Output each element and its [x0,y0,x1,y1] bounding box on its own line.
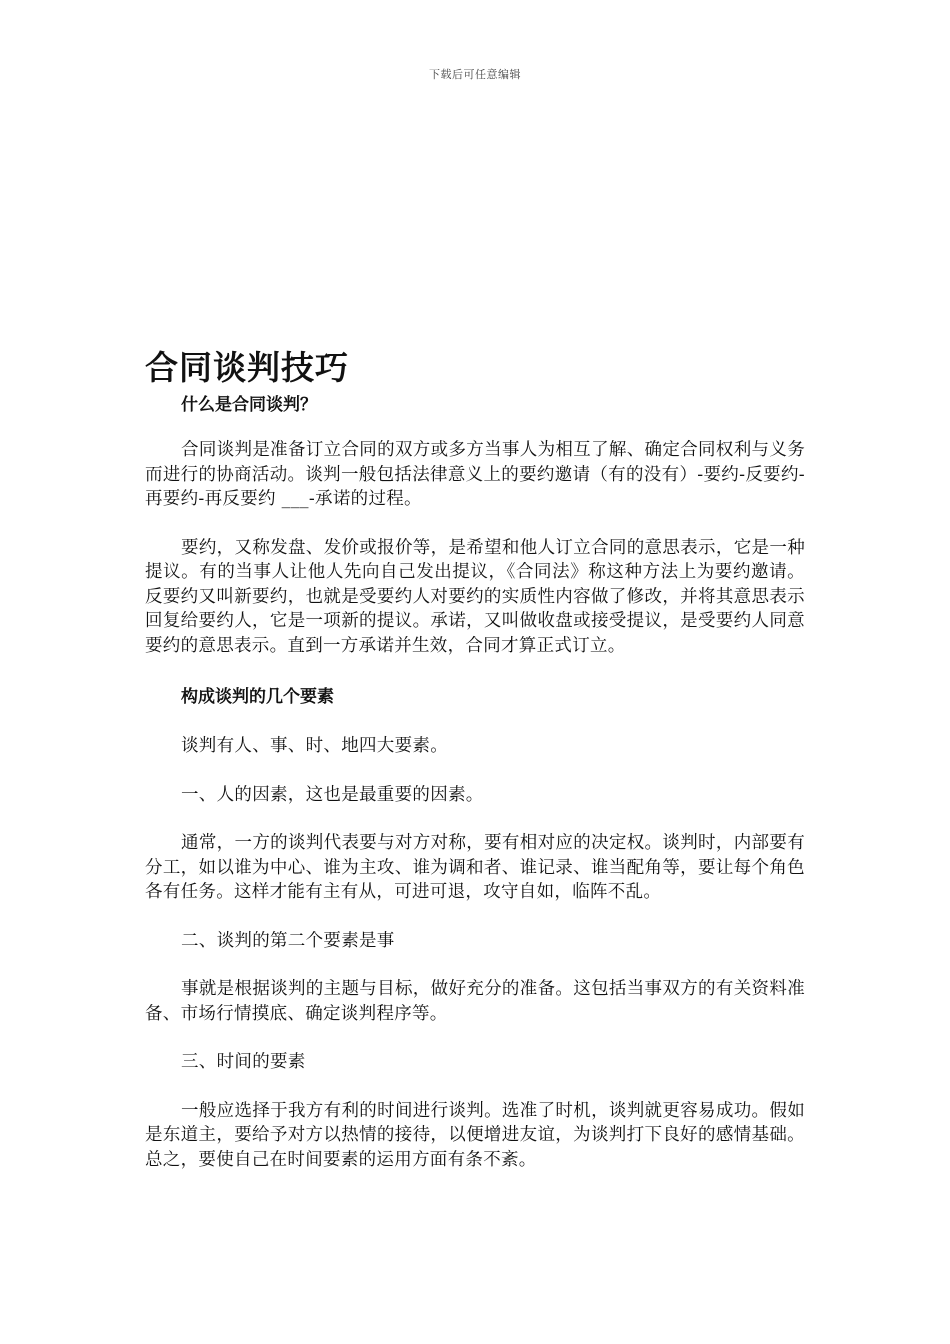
paragraph-people: 通常，一方的谈判代表要与对方对称，要有相对应的决定权。谈判时，内部要有分工，如以谁为中心、谁为主攻、谁为调和者、谁记录、谁当配角等，要让每个角色各有任务。这样才能有主有从，可进可退，攻守自如，临阵不乱。 [145,833,805,902]
section-heading-what-is: 什么是合同谈判？ [181,395,317,415]
paragraph-matter-heading: 二、谈判的第二个要素是事 [181,930,395,951]
paragraph-matter: 事就是根据谈判的主题与目标，做好充分的准备。这包括当事双方的有关资料准备、市场行情摸底、确定谈判程序等。 [145,979,805,1024]
paragraph-time: 一般应选择于我方有利的时间进行谈判。选准了时机，谈判就更容易成功。假如是东道主，要给予对方以热情的接待，以便增进友谊，为谈判打下良好的感情基础。总之，要使自己在时间要素的运用方面有条不紊。 [145,1100,805,1170]
page-header: 下载后可任意编辑 [429,68,521,81]
paragraph-time-heading: 三、时间的要素 [181,1052,306,1072]
paragraph-four-elements: 谈判有人、事、时、地四大要素。 [181,736,448,756]
paragraph-definition: 合同谈判是准备订立合同的双方或多方当事人为相互了解、确定合同权利与义务而进行的协商活动。谈判一般包括法律意义上的要约邀请（有的没有）-要约-反要约-再要约-再反要约 ___-承诺的过程。 [145,440,805,509]
paragraph-people-heading: 一、人的因素，这也是最重要的因素。 [181,784,484,805]
section-heading-elements: 构成谈判的几个要素 [181,687,334,707]
document-title: 合同谈判技巧 [145,348,349,387]
paragraph-offer: 要约，又称发盘、发价或报价等，是希望和他人订立合同的意思表示，它是一种提议。有的当事人让他人先向自己发出提议，《合同法》称这种方法上为要约邀请。反要约又叫新要约，也就是受要约人对要约的实质性内容做了修改，并将其意思表示回复给要约人，它是一项新的提议。承诺，又叫做收盘或接受提议，是受要约人同意要约的意思表示。直到一方承诺并生效，合同才算正式订立。 [145,537,805,656]
document-body [145,346,805,1172]
